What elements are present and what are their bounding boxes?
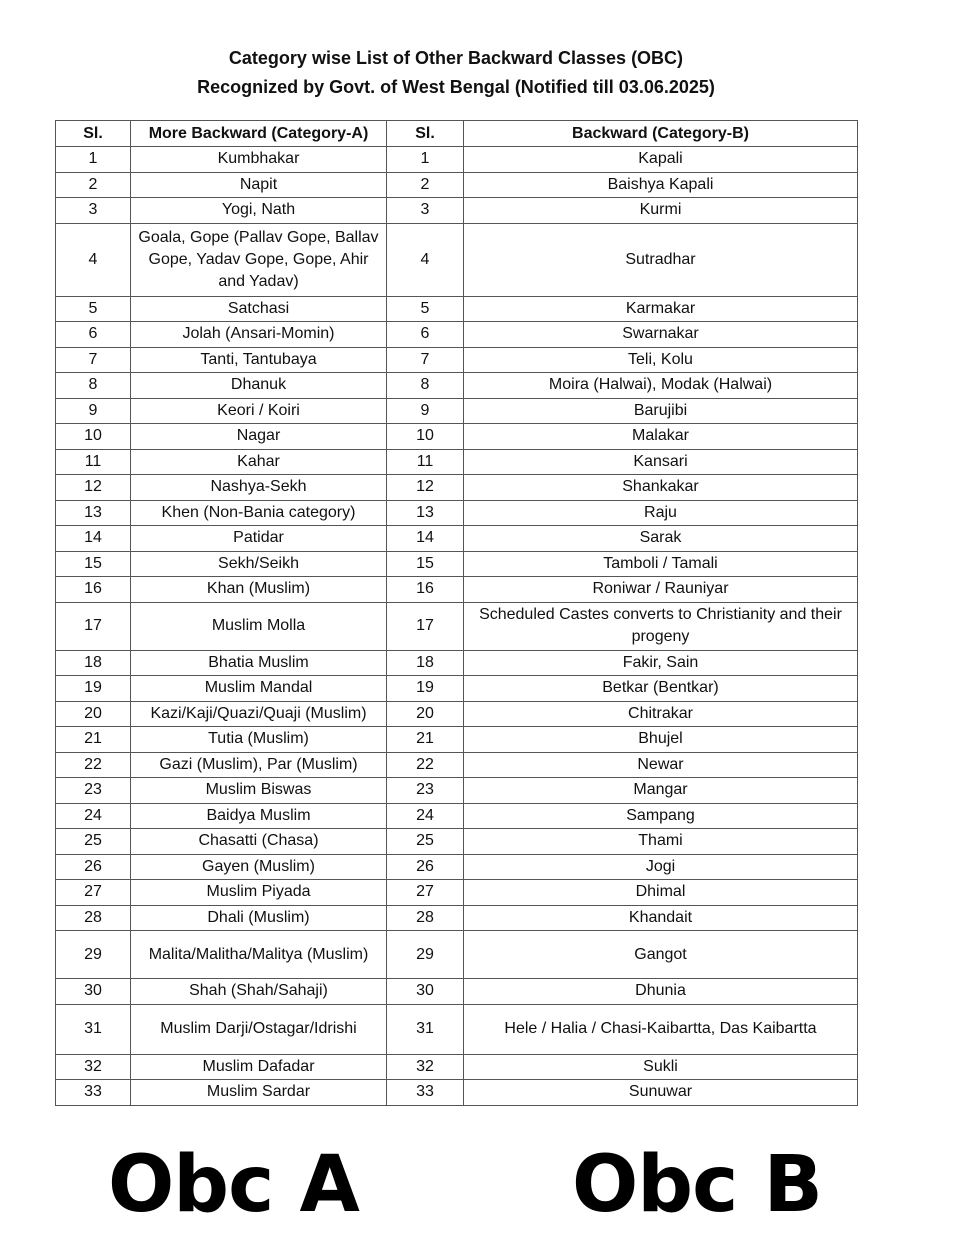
category-a-cell: Dhanuk: [131, 373, 387, 399]
sl-a-cell: 2: [56, 172, 131, 198]
sl-b-cell: 2: [387, 172, 464, 198]
sl-a-cell: 21: [56, 727, 131, 753]
category-a-cell: Gayen (Muslim): [131, 854, 387, 880]
table-row: [56, 147, 858, 173]
category-b-cell: Sutradhar: [464, 223, 858, 296]
sl-b-cell: 14: [387, 526, 464, 552]
category-b-cell: Moira (Halwai), Modak (Halwai): [464, 373, 858, 399]
sl-a-cell: 18: [56, 650, 131, 676]
sl-b-cell: 33: [387, 1080, 464, 1106]
sl-b-cell: 26: [387, 854, 464, 880]
sl-b-cell: 9: [387, 398, 464, 424]
table-row: [56, 198, 858, 224]
category-a-cell: Khen (Non-Bania category): [131, 500, 387, 526]
category-a-cell: Nashya-Sekh: [131, 475, 387, 501]
table-row: [56, 602, 858, 650]
sl-a-cell: 15: [56, 551, 131, 577]
header-category-b: Backward (Category-B): [464, 121, 858, 147]
category-a-cell: Tutia (Muslim): [131, 727, 387, 753]
sl-a-cell: 19: [56, 676, 131, 702]
table-row: [56, 347, 858, 373]
table-row: [56, 223, 858, 296]
sl-a-cell: 25: [56, 829, 131, 855]
table-row: [56, 979, 858, 1005]
sl-a-cell: 23: [56, 778, 131, 804]
table-row: [56, 778, 858, 804]
sl-b-cell: 12: [387, 475, 464, 501]
category-b-cell: Baishya Kapali: [464, 172, 858, 198]
header-sl-b: Sl.: [387, 121, 464, 147]
sl-b-cell: 4: [387, 223, 464, 296]
category-a-cell: Baidya Muslim: [131, 803, 387, 829]
table-row: [56, 854, 858, 880]
table-row: [56, 172, 858, 198]
sl-b-cell: 17: [387, 602, 464, 650]
category-b-cell: Khandait: [464, 905, 858, 931]
sl-b-cell: 5: [387, 296, 464, 322]
sl-b-cell: 15: [387, 551, 464, 577]
sl-b-cell: 20: [387, 701, 464, 727]
table-header-row: [56, 121, 858, 147]
sl-a-cell: 5: [56, 296, 131, 322]
sl-a-cell: 7: [56, 347, 131, 373]
category-b-cell: Newar: [464, 752, 858, 778]
sl-b-cell: 16: [387, 577, 464, 603]
category-b-cell: Kapali: [464, 147, 858, 173]
sl-a-cell: 33: [56, 1080, 131, 1106]
table-row: [56, 373, 858, 399]
sl-b-cell: 8: [387, 373, 464, 399]
category-a-cell: Muslim Mandal: [131, 676, 387, 702]
category-a-cell: Sekh/Seikh: [131, 551, 387, 577]
title-line-2: Recognized by Govt. of West Bengal (Notified till 03.06.2025): [197, 77, 715, 97]
category-b-cell: Karmakar: [464, 296, 858, 322]
sl-b-cell: 22: [387, 752, 464, 778]
category-b-cell: Sukli: [464, 1054, 858, 1080]
table-row: [56, 322, 858, 348]
category-a-cell: Patidar: [131, 526, 387, 552]
category-a-cell: Keori / Koiri: [131, 398, 387, 424]
category-b-cell: Dhunia: [464, 979, 858, 1005]
category-b-cell: Kurmi: [464, 198, 858, 224]
category-a-cell: Bhatia Muslim: [131, 650, 387, 676]
sl-b-cell: 19: [387, 676, 464, 702]
footer-label-obc-a: Obc A: [108, 1140, 359, 1230]
sl-b-cell: 30: [387, 979, 464, 1005]
sl-b-cell: 3: [387, 198, 464, 224]
category-a-cell: Tanti, Tantubaya: [131, 347, 387, 373]
category-a-cell: Shah (Shah/Sahaji): [131, 979, 387, 1005]
category-a-cell: Malita/Malitha/Malitya (Muslim): [131, 931, 387, 979]
sl-a-cell: 16: [56, 577, 131, 603]
sl-a-cell: 24: [56, 803, 131, 829]
sl-a-cell: 10: [56, 424, 131, 450]
sl-a-cell: 9: [56, 398, 131, 424]
sl-b-cell: 23: [387, 778, 464, 804]
table-row: [56, 676, 858, 702]
sl-a-cell: 26: [56, 854, 131, 880]
sl-a-cell: 6: [56, 322, 131, 348]
sl-b-cell: 21: [387, 727, 464, 753]
category-b-cell: Betkar (Bentkar): [464, 676, 858, 702]
category-a-cell: Yogi, Nath: [131, 198, 387, 224]
title-line-1: Category wise List of Other Backward Classes (OBC): [228, 48, 684, 68]
sl-a-cell: 13: [56, 500, 131, 526]
sl-a-cell: 17: [56, 602, 131, 650]
sl-b-cell: 11: [387, 449, 464, 475]
sl-a-cell: 14: [56, 526, 131, 552]
table-row: [56, 500, 858, 526]
sl-b-cell: 18: [387, 650, 464, 676]
table-row: [56, 905, 858, 931]
sl-b-cell: 28: [387, 905, 464, 931]
sl-b-cell: 32: [387, 1054, 464, 1080]
category-b-cell: Mangar: [464, 778, 858, 804]
category-b-cell: Jogi: [464, 854, 858, 880]
sl-b-cell: 6: [387, 322, 464, 348]
category-a-cell: Nagar: [131, 424, 387, 450]
sl-a-cell: 12: [56, 475, 131, 501]
sl-b-cell: 13: [387, 500, 464, 526]
sl-b-cell: 27: [387, 880, 464, 906]
sl-b-cell: 24: [387, 803, 464, 829]
header-sl-a: Sl.: [56, 121, 131, 147]
sl-a-cell: 11: [56, 449, 131, 475]
category-b-cell: Kansari: [464, 449, 858, 475]
table-row: [56, 650, 858, 676]
category-b-cell: Dhimal: [464, 880, 858, 906]
category-a-cell: Khan (Muslim): [131, 577, 387, 603]
sl-a-cell: 32: [56, 1054, 131, 1080]
footer-label-obc-b: Obc B: [572, 1140, 822, 1230]
table-row: [56, 931, 858, 979]
category-a-cell: Jolah (Ansari-Momin): [131, 322, 387, 348]
sl-a-cell: 20: [56, 701, 131, 727]
header-category-a: More Backward (Category-A): [131, 121, 387, 147]
category-b-cell: Roniwar / Rauniyar: [464, 577, 858, 603]
sl-b-cell: 1: [387, 147, 464, 173]
category-a-cell: Muslim Piyada: [131, 880, 387, 906]
table-row: [56, 752, 858, 778]
category-b-cell: Scheduled Castes converts to Christianity and their progeny: [464, 602, 858, 650]
category-a-cell: Kumbhakar: [131, 147, 387, 173]
category-b-cell: Shankakar: [464, 475, 858, 501]
table-row: [56, 475, 858, 501]
sl-b-cell: 29: [387, 931, 464, 979]
sl-b-cell: 25: [387, 829, 464, 855]
table-row: [56, 880, 858, 906]
category-b-cell: Teli, Kolu: [464, 347, 858, 373]
category-b-cell: Bhujel: [464, 727, 858, 753]
table-row: [56, 296, 858, 322]
category-a-cell: Muslim Dafadar: [131, 1054, 387, 1080]
category-b-cell: Hele / Halia / Chasi-Kaibartta, Das Kaibartta: [464, 1004, 858, 1054]
category-b-cell: Thami: [464, 829, 858, 855]
sl-b-cell: 10: [387, 424, 464, 450]
table-row: [56, 1080, 858, 1106]
table-body: [56, 147, 858, 1106]
category-a-cell: Chasatti (Chasa): [131, 829, 387, 855]
category-b-cell: Chitrakar: [464, 701, 858, 727]
sl-a-cell: 29: [56, 931, 131, 979]
table-row: [56, 1004, 858, 1054]
sl-a-cell: 30: [56, 979, 131, 1005]
category-a-cell: Muslim Molla: [131, 602, 387, 650]
category-a-cell: Kazi/Kaji/Quazi/Quaji (Muslim): [131, 701, 387, 727]
category-b-cell: Gangot: [464, 931, 858, 979]
sl-a-cell: 22: [56, 752, 131, 778]
table-row: [56, 577, 858, 603]
sl-a-cell: 3: [56, 198, 131, 224]
category-a-cell: Muslim Darji/Ostagar/Idrishi: [131, 1004, 387, 1054]
category-b-cell: Barujibi: [464, 398, 858, 424]
sl-a-cell: 1: [56, 147, 131, 173]
sl-a-cell: 27: [56, 880, 131, 906]
table-row: [56, 551, 858, 577]
table-row: [56, 398, 858, 424]
obc-table: [55, 120, 858, 1106]
category-b-cell: Fakir, Sain: [464, 650, 858, 676]
sl-a-cell: 31: [56, 1004, 131, 1054]
sl-b-cell: 31: [387, 1004, 464, 1054]
table-row: [56, 829, 858, 855]
category-b-cell: Sampang: [464, 803, 858, 829]
category-a-cell: Dhali (Muslim): [131, 905, 387, 931]
category-b-cell: Raju: [464, 500, 858, 526]
category-b-cell: Malakar: [464, 424, 858, 450]
category-a-cell: Napit: [131, 172, 387, 198]
category-b-cell: Swarnakar: [464, 322, 858, 348]
sl-a-cell: 4: [56, 223, 131, 296]
category-a-cell: Muslim Biswas: [131, 778, 387, 804]
table-row: [56, 727, 858, 753]
category-b-cell: Sarak: [464, 526, 858, 552]
table-row: [56, 449, 858, 475]
table-row: [56, 424, 858, 450]
document-title: [0, 44, 912, 102]
table-row: [56, 526, 858, 552]
sl-a-cell: 8: [56, 373, 131, 399]
category-a-cell: Kahar: [131, 449, 387, 475]
category-a-cell: Goala, Gope (Pallav Gope, Ballav Gope, Yadav Gope, Gope, Ahir and Yadav): [131, 223, 387, 296]
table-row: [56, 701, 858, 727]
category-b-cell: Sunuwar: [464, 1080, 858, 1106]
category-a-cell: Satchasi: [131, 296, 387, 322]
category-a-cell: Muslim Sardar: [131, 1080, 387, 1106]
sl-b-cell: 7: [387, 347, 464, 373]
category-b-cell: Tamboli / Tamali: [464, 551, 858, 577]
table-row: [56, 803, 858, 829]
category-a-cell: Gazi (Muslim), Par (Muslim): [131, 752, 387, 778]
sl-a-cell: 28: [56, 905, 131, 931]
table-row: [56, 1054, 858, 1080]
